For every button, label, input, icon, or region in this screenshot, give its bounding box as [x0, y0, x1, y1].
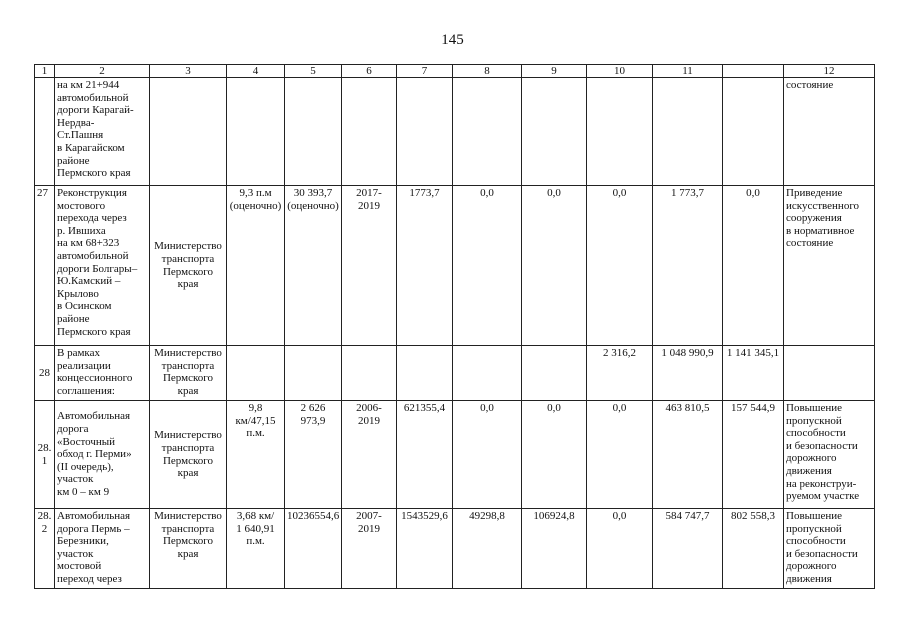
value-col-8: 0,0: [453, 186, 522, 346]
length: [227, 346, 285, 401]
result: Приведение искусственного сооружения в нормативное состояние: [784, 186, 875, 346]
col-header: 10: [587, 65, 653, 78]
col-header: 9: [522, 65, 587, 78]
col-header: 6: [342, 65, 397, 78]
header-row: [35, 65, 875, 78]
col-header: 3: [150, 65, 227, 78]
page-number: 145: [441, 32, 464, 48]
project-name: В рамках реализации концессионного соглашения:: [55, 346, 150, 401]
length: [227, 78, 285, 186]
cost: 10236554,6: [285, 509, 342, 589]
result: Повышение пропускной способности и безопасности дорожного движения: [784, 509, 875, 589]
col-header: [723, 65, 784, 78]
col-header: 11: [653, 65, 723, 78]
years: [342, 346, 397, 401]
value-col-9: 0,0: [522, 401, 587, 509]
value-col-9: [522, 346, 587, 401]
value-col-10: 2 316,2: [587, 346, 653, 401]
years: [342, 78, 397, 186]
value-col-9: 0,0: [522, 186, 587, 346]
value-col-12: 0,0: [723, 186, 784, 346]
length: 3,68 км/ 1 640,91 п.м.: [227, 509, 285, 589]
cost: 30 393,7 (оценочно): [285, 186, 342, 346]
value-col-8: 49298,8: [453, 509, 522, 589]
row-number: 27: [35, 186, 55, 346]
value-col-7: 621355,4: [397, 401, 453, 509]
project-name: Реконструкция мостового перехода через р. Ившиха на км 68+323 автомобильной дороги Болгары– Ю.Камский – Крылово в Осинском районе Пермского края: [55, 186, 150, 346]
data-table: [34, 64, 875, 589]
col-header: 8: [453, 65, 522, 78]
value-col-12: 157 544,9: [723, 401, 784, 509]
project-name: на км 21+944 автомобильной дороги Карагай- Нердва- Ст.Пашня в Карагайском районе Пермского края: [55, 78, 150, 186]
organization: [150, 78, 227, 186]
result: состояние: [784, 78, 875, 186]
organization: Министерство транспорта Пермского края: [150, 401, 227, 509]
col-header: 2: [55, 65, 150, 78]
value-col-11: 1 048 990,9: [653, 346, 723, 401]
cost: [285, 78, 342, 186]
organization: Министерство транспорта Пермского края: [150, 186, 227, 346]
value-col-8: [453, 78, 522, 186]
row-number: [35, 78, 55, 186]
value-col-9: [522, 78, 587, 186]
table-row: [35, 509, 875, 589]
value-col-10: 0,0: [587, 401, 653, 509]
col-header: 4: [227, 65, 285, 78]
col-header: 7: [397, 65, 453, 78]
years: 2006- 2019: [342, 401, 397, 509]
row-number: 28. 2: [35, 509, 55, 589]
value-col-10: 0,0: [587, 186, 653, 346]
row-number: 28: [35, 346, 55, 401]
table-row: [35, 401, 875, 509]
length: 9,8 км/47,15 п.м.: [227, 401, 285, 509]
cost: [285, 346, 342, 401]
result: Повышение пропускной способности и безопасности дорожного движения на реконструи- руемом участке: [784, 401, 875, 509]
value-col-12: 1 141 345,1: [723, 346, 784, 401]
project-name: Автомобильная дорога «Восточный обход г. Перми» (II очередь), участок км 0 – км 9: [55, 401, 150, 509]
value-col-7: [397, 78, 453, 186]
value-col-11: 463 810,5: [653, 401, 723, 509]
result: [784, 346, 875, 401]
table-row: [35, 346, 875, 401]
value-col-7: 1543529,6: [397, 509, 453, 589]
value-col-10: 0,0: [587, 509, 653, 589]
years: 2007- 2019: [342, 509, 397, 589]
value-col-10: [587, 78, 653, 186]
col-header: 5: [285, 65, 342, 78]
value-col-8: 0,0: [453, 401, 522, 509]
organization: Министерство транспорта Пермского края: [150, 509, 227, 589]
length: 9,3 п.м (оценочно): [227, 186, 285, 346]
project-name: Автомобильная дорога Пермь – Березники, участок мостовой переход через: [55, 509, 150, 589]
organization: Министерство транспорта Пермского края: [150, 346, 227, 401]
value-col-11: 1 773,7: [653, 186, 723, 346]
value-col-11: 584 747,7: [653, 509, 723, 589]
table-row: [35, 78, 875, 186]
value-col-11: [653, 78, 723, 186]
value-col-12: [723, 78, 784, 186]
value-col-12: 802 558,3: [723, 509, 784, 589]
value-col-9: 106924,8: [522, 509, 587, 589]
years: 2017- 2019: [342, 186, 397, 346]
col-header: 1: [35, 65, 55, 78]
value-col-8: [453, 346, 522, 401]
value-col-7: [397, 346, 453, 401]
col-header: 12: [784, 65, 875, 78]
table-row: [35, 186, 875, 346]
cost: 2 626 973,9: [285, 401, 342, 509]
row-number: 28. 1: [35, 401, 55, 509]
value-col-7: 1773,7: [397, 186, 453, 346]
